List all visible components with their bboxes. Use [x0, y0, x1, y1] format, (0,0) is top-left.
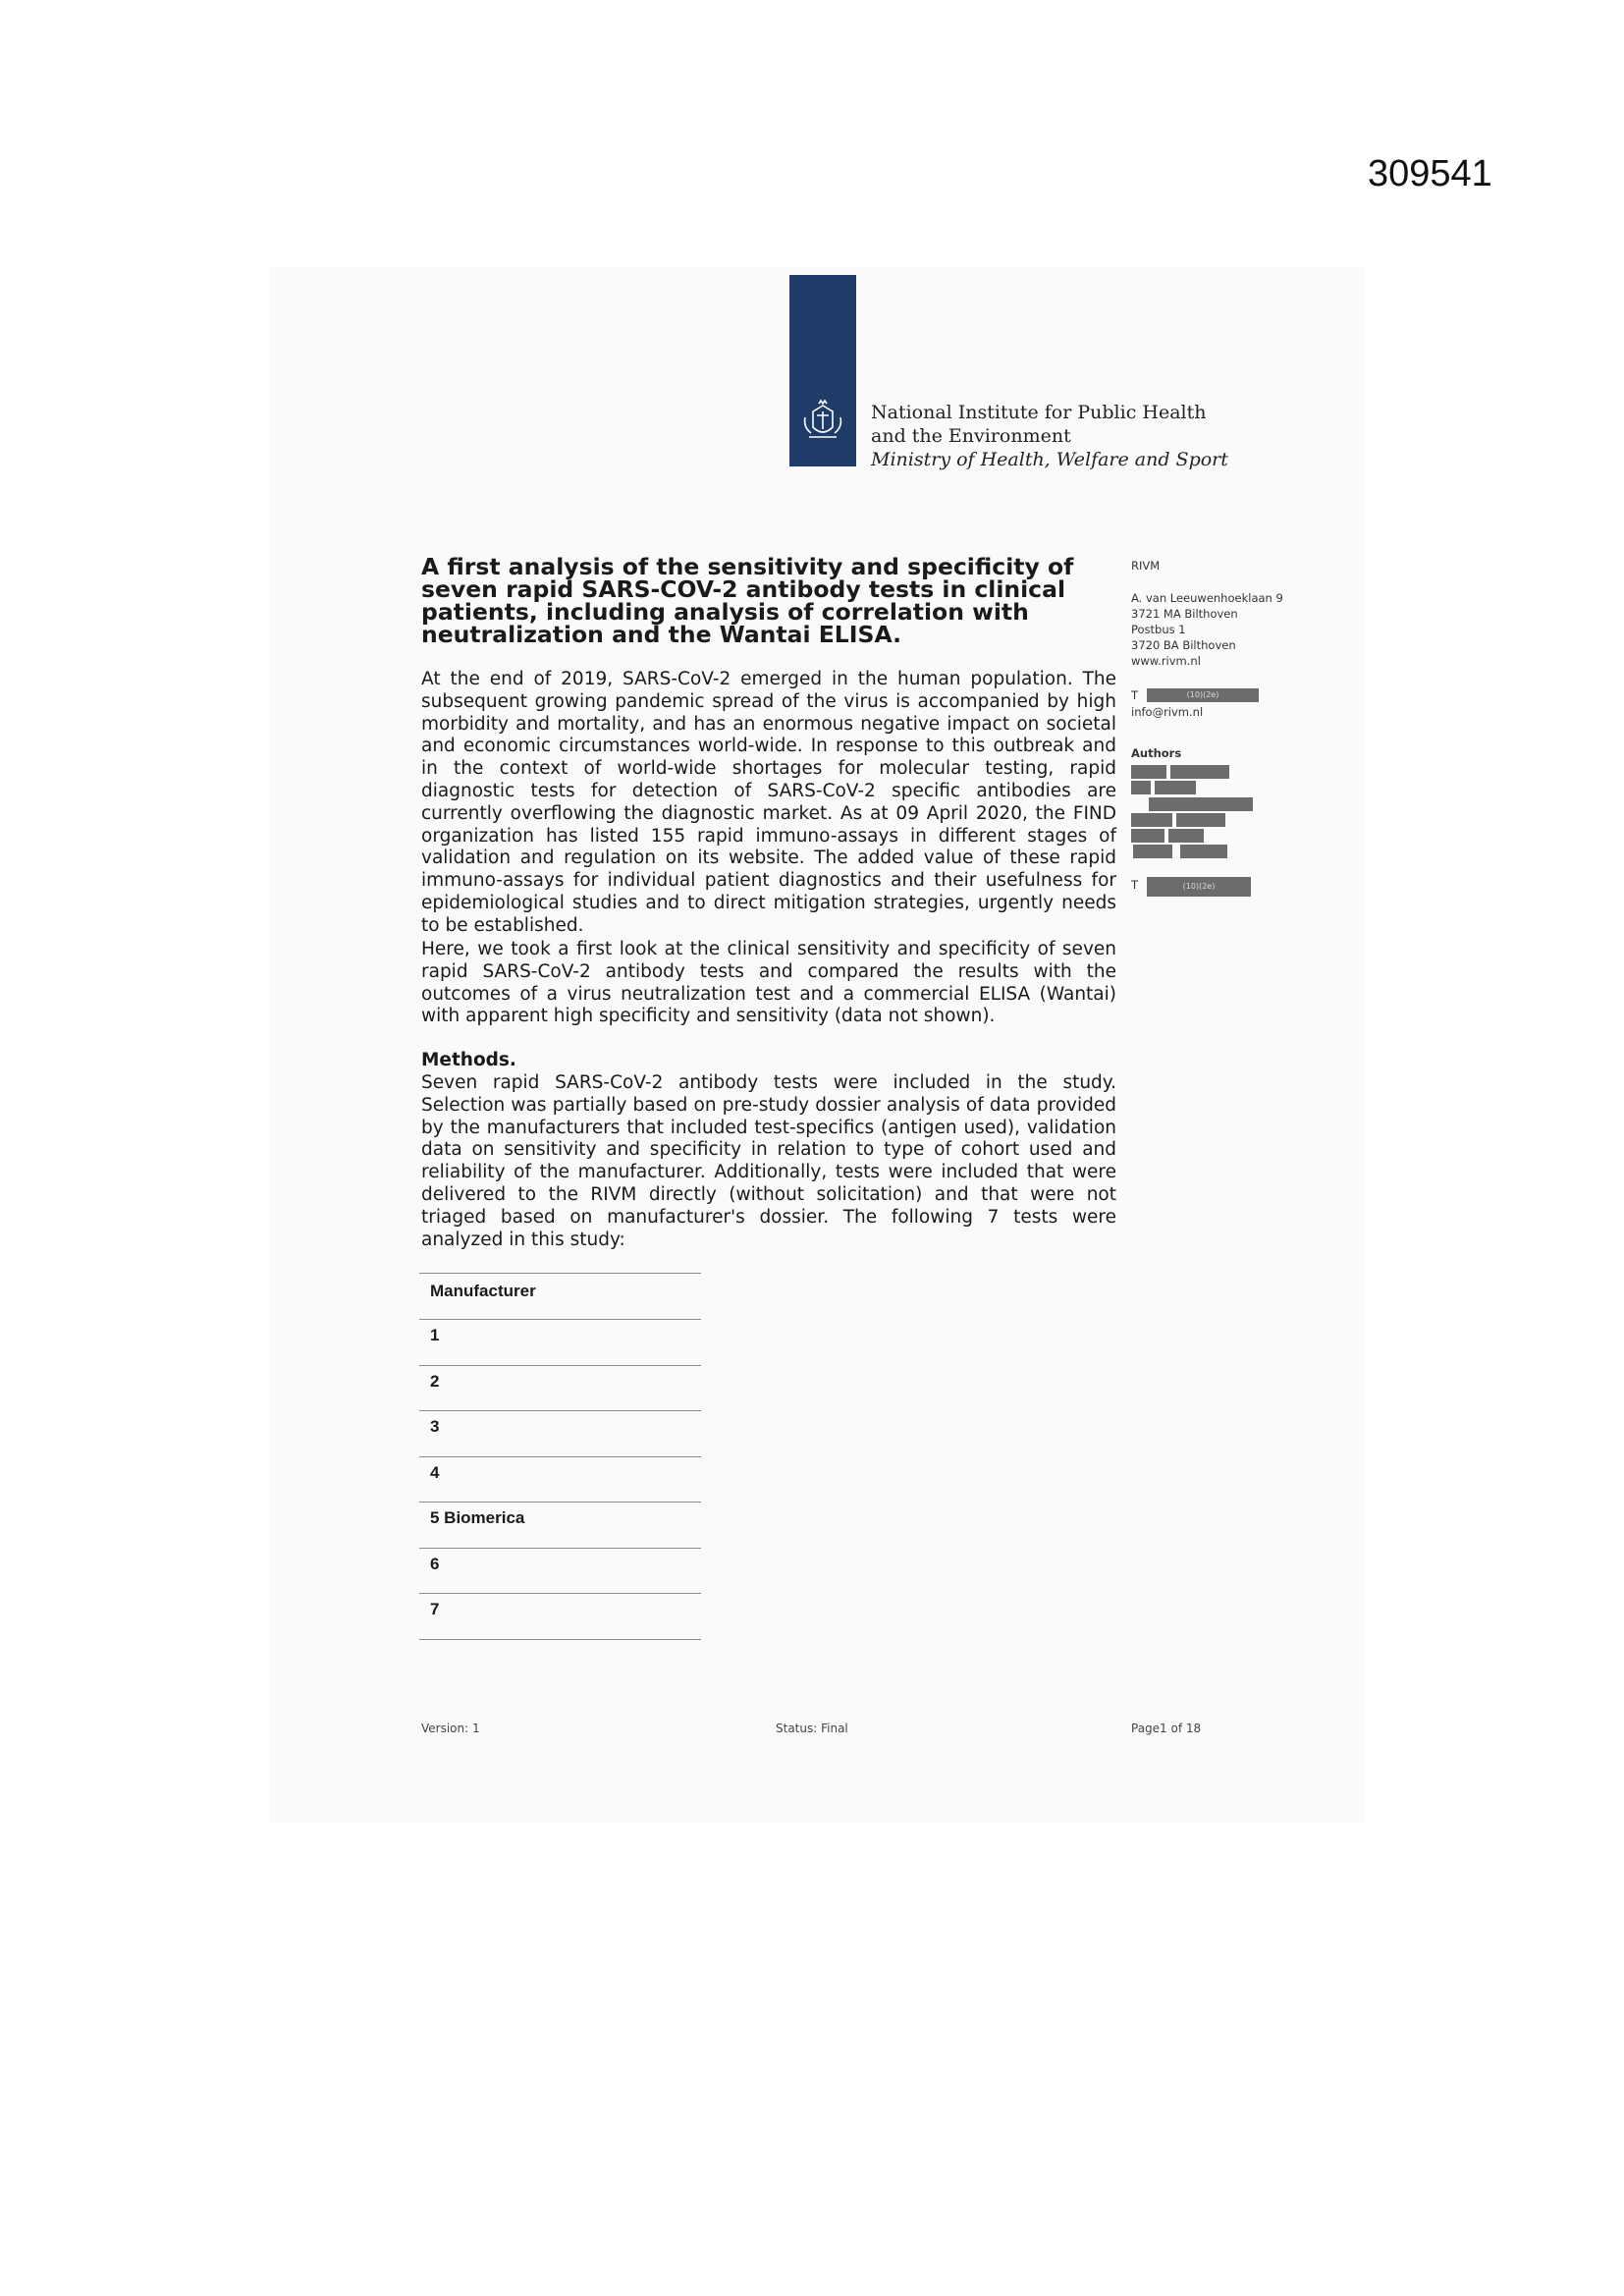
- address-line: 3720 BA Bilthoven: [1131, 638, 1236, 652]
- website-link[interactable]: www.rivm.nl: [1131, 654, 1201, 668]
- intro-paragraph: At the end of 2019, SARS-CoV-2 emerged in the human population. The subsequent growing pandemic spread of the virus is accompanied by high morbidity and mortality, and has an enormous negative impact on societal and economic circumstances world-wide. In response to this outbreak and in the context of world-wide shortages for molecular testing, rapid diagnostic tests for detection of SARS-CoV-2 specific antibodies are currently overflowing the diagnostic market. As at 09 April 2020, the FIND organization has listed 155 rapid immuno-assays in different stages of validation and regulation on its website. The added value of these rapid immuno-assays for individual patient diagnostics and their usefulness for epidemiological studies and to direct mitigation strategies, urgently needs to be established.: [421, 669, 1116, 936]
- manufacturer-table: [419, 1273, 701, 1640]
- redaction-box: [1131, 813, 1172, 827]
- organization-name: [871, 401, 1228, 471]
- methods-heading: Methods.: [421, 1050, 516, 1070]
- redaction-box: (10)(2e): [1147, 877, 1251, 897]
- redaction-box: (10)(2e): [1147, 688, 1259, 702]
- table-row: 1: [419, 1320, 701, 1366]
- footer-version: Version: 1: [421, 1722, 480, 1735]
- royal-crest-icon: [799, 398, 846, 445]
- redaction-box: [1168, 829, 1204, 843]
- sidebar-address: [1131, 590, 1283, 669]
- table-header: Manufacturer: [419, 1274, 701, 1320]
- phone-label-2: T: [1131, 878, 1139, 892]
- methods-paragraph: Seven rapid SARS-CoV-2 antibody tests were included in the study. Selection was partially based on pre-study dossier analysis of data provided by the manufacturers that included test-specifics (antigen used), validation data on sensitivity and specificity in relation to type of cohort used and reliability of the manufacturer. Additionally, tests were included that were delivered to the RIVM directly (without solicitation) and that were not triaged based on manufacturer's dossier. The following 7 tests were analyzed in this study:: [421, 1072, 1116, 1250]
- redaction-box: [1131, 765, 1166, 779]
- document-number: 309541: [1368, 153, 1492, 194]
- email-link[interactable]: info@rivm.nl: [1131, 705, 1204, 719]
- ministry-name: Ministry of Health, Welfare and Sport: [871, 449, 1228, 470]
- redaction-box: [1155, 781, 1196, 794]
- authors-heading: Authors: [1131, 746, 1182, 760]
- address-line: Postbus 1: [1131, 623, 1186, 636]
- table-row: 4: [419, 1457, 701, 1503]
- redaction-box: [1149, 797, 1253, 811]
- org-line-1: National Institute for Public Health: [871, 402, 1207, 423]
- aim-paragraph: Here, we took a first look at the clinical sensitivity and specificity of seven rapid SARS-CoV-2 antibody tests and compared the results with the outcomes of a virus neutralization test and a commercial ELISA (Wantai) with apparent high specificity and sensitivity (data not shown).: [421, 939, 1116, 1027]
- table-row: 3: [419, 1411, 701, 1457]
- redaction-box: [1131, 829, 1164, 843]
- phone-label: T: [1131, 688, 1139, 702]
- redaction-box: [1176, 813, 1225, 827]
- document-title: A first analysis of the sensitivity and specificity of seven rapid SARS-COV-2 antibody tests in clinical patients, including analysis of correlation with neutralization and the Wantai ELISA.: [421, 553, 1074, 648]
- table-row: 7: [419, 1594, 701, 1640]
- redaction-box: [1133, 845, 1172, 858]
- government-logo-bar: [789, 275, 856, 466]
- table-row: 5 Biomerica: [419, 1503, 701, 1549]
- redaction-box: [1170, 765, 1229, 779]
- redaction-box: [1180, 845, 1227, 858]
- org-line-2: and the Environment: [871, 425, 1071, 447]
- address-line: 3721 MA Bilthoven: [1131, 607, 1238, 621]
- table-row: 2: [419, 1366, 701, 1412]
- address-line: A. van Leeuwenhoeklaan 9: [1131, 591, 1283, 605]
- sidebar-org: RIVM: [1131, 559, 1161, 573]
- footer-status: Status: Final: [776, 1722, 848, 1735]
- footer-page: Page1 of 18: [1131, 1722, 1202, 1735]
- redaction-box: [1131, 781, 1151, 794]
- table-row: 6: [419, 1549, 701, 1595]
